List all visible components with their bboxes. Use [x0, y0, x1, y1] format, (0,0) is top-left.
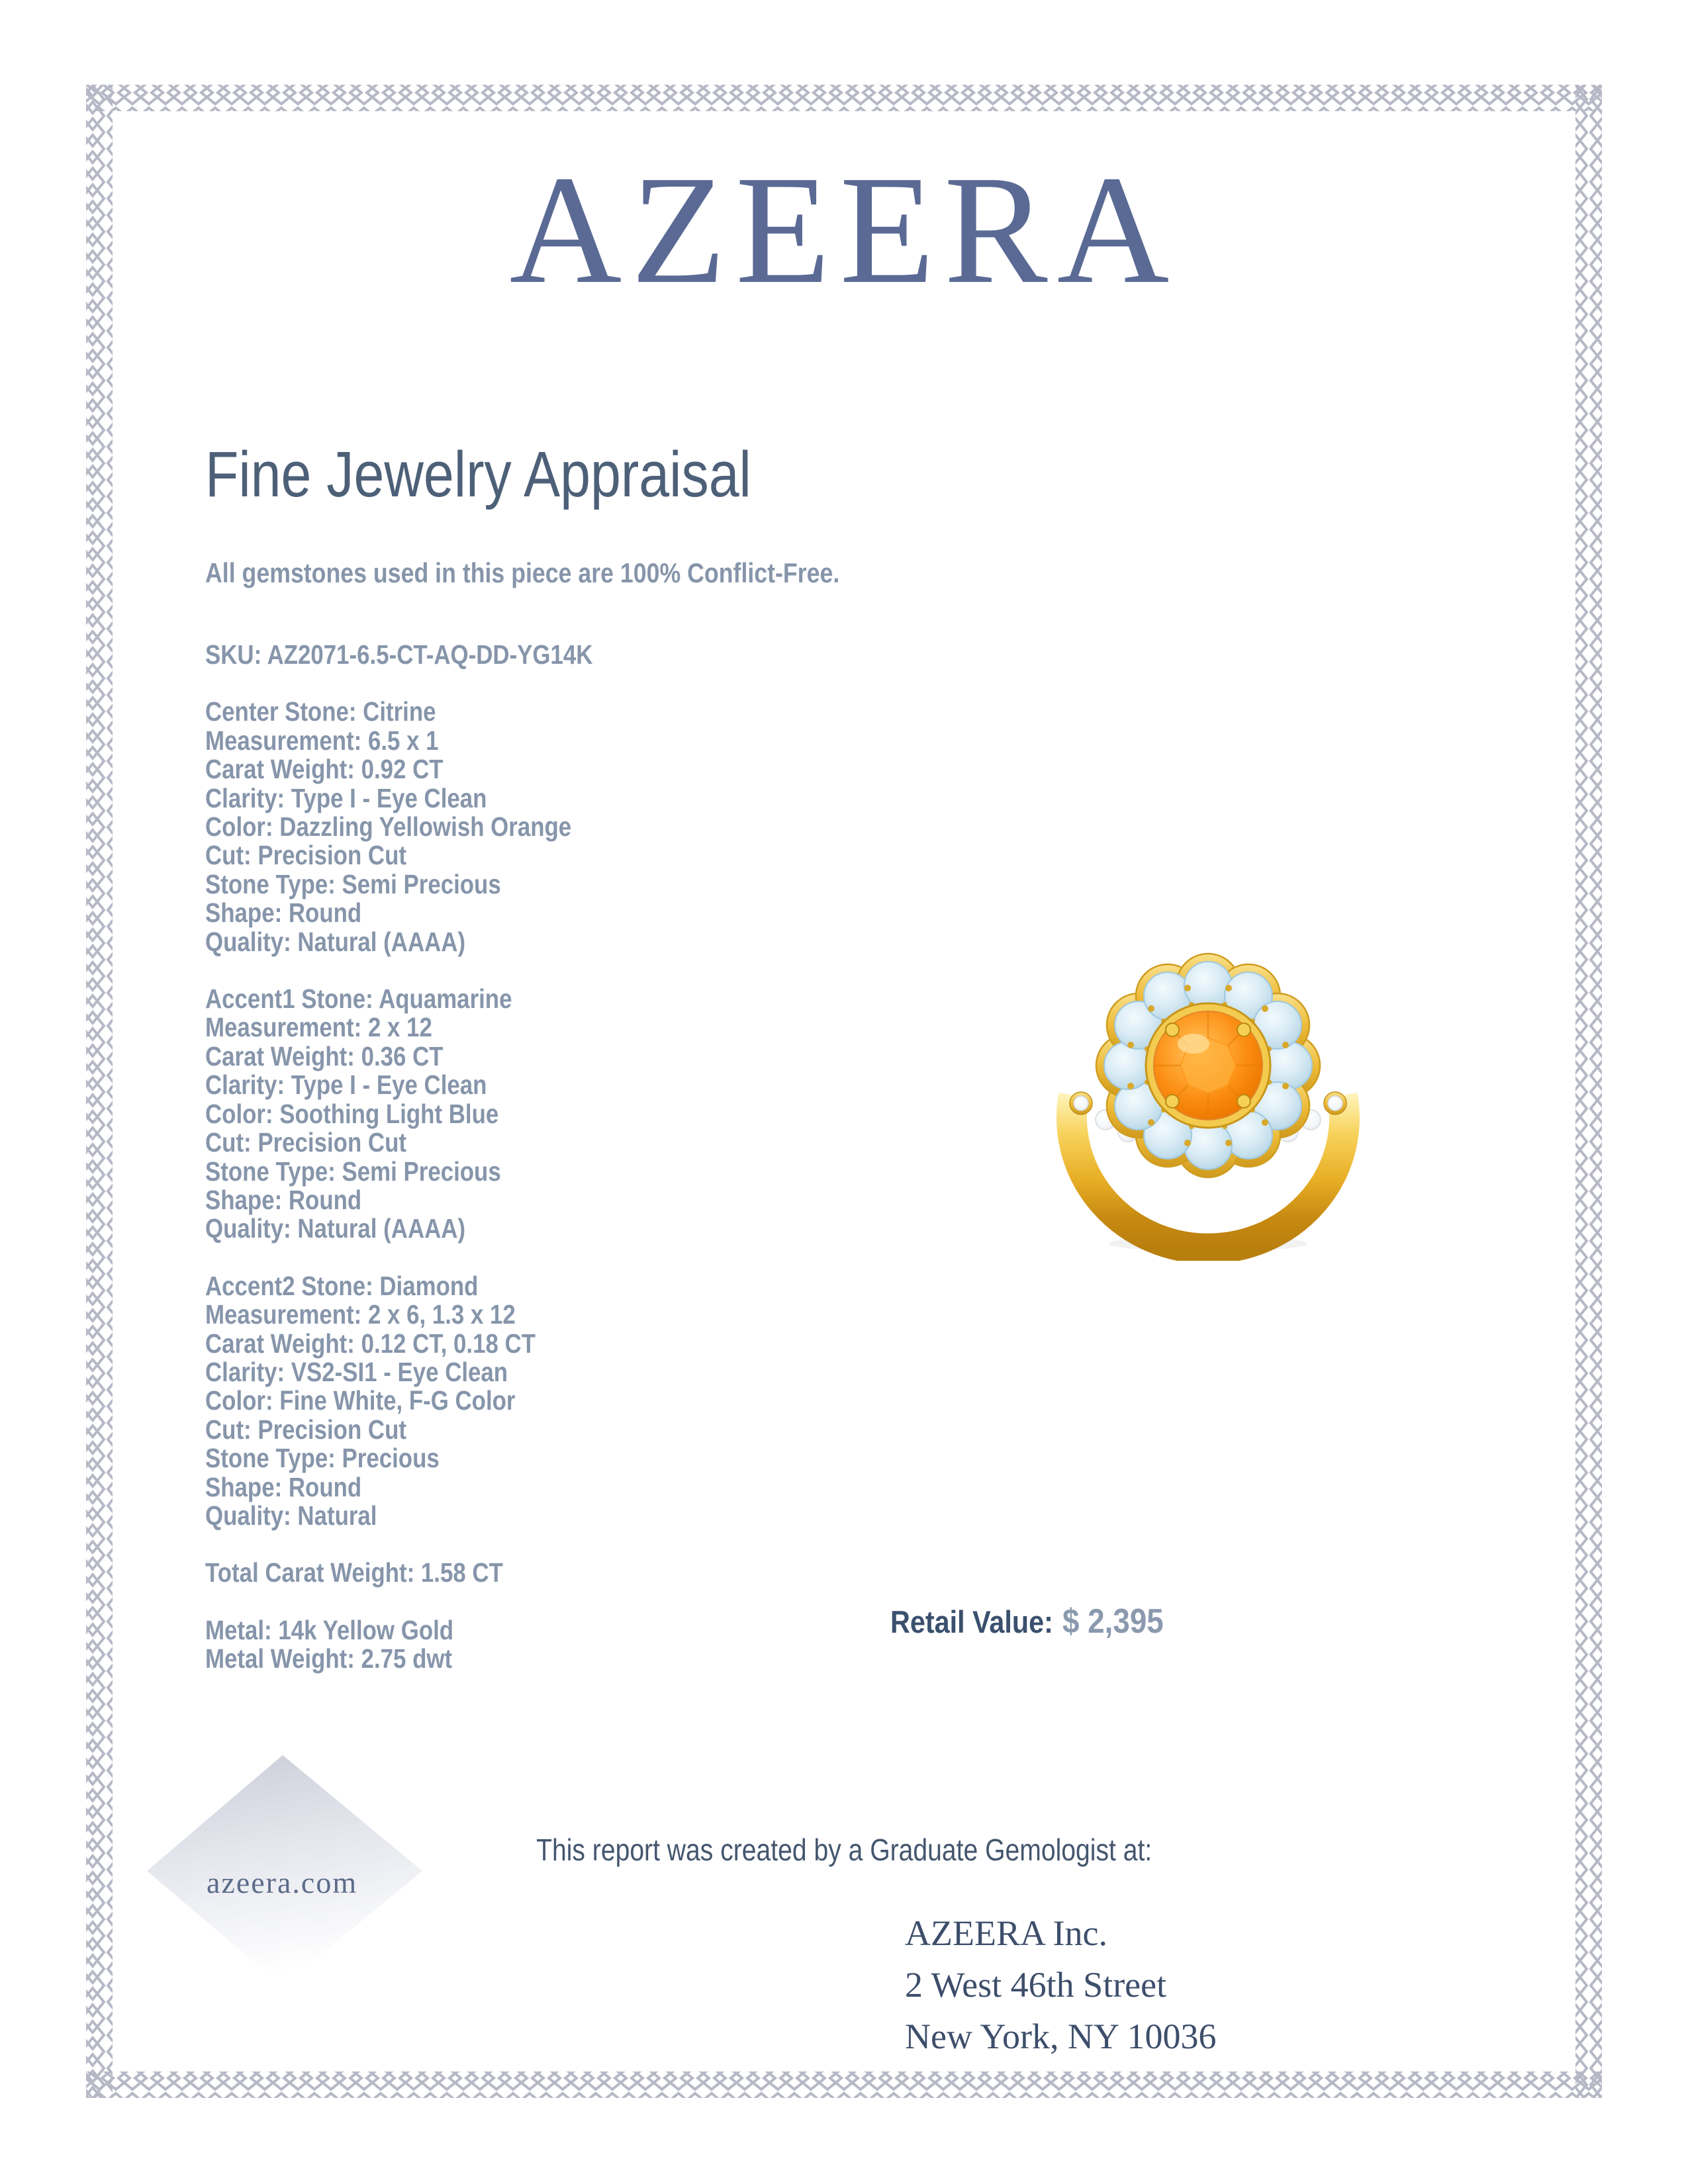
- address-city: New York, NY 10036: [905, 2017, 1217, 2056]
- stone-detail-line: Measurement: 6.5 x 1: [205, 725, 439, 756]
- page-title: Fine Jewelry Appraisal: [205, 438, 751, 510]
- stone-detail-line: Measurement: 2 x 12: [205, 1012, 432, 1043]
- citrine-center-stone: [1146, 1003, 1270, 1128]
- stone-detail-line: Color: Soothing Light Blue: [205, 1098, 499, 1129]
- address-street: 2 West 46th Street: [905, 1965, 1167, 2005]
- stone-detail-line: Color: Fine White, F-G Color: [205, 1385, 516, 1416]
- retail-value-amount: $ 2,395: [1062, 1602, 1164, 1641]
- sku-line: SKU: AZ2071-6.5-CT-AQ-DD-YG14K: [205, 639, 593, 670]
- stone-detail-line: Cut: Precision Cut: [205, 1127, 406, 1158]
- ring-photo: [1039, 930, 1377, 1261]
- stone-detail-line: Accent2 Stone: Diamond: [205, 1270, 479, 1301]
- stone-detail-line: Clarity: VS2-SI1 - Eye Clean: [205, 1356, 508, 1387]
- center-stone-group: [205, 698, 592, 956]
- company-address-block: [905, 1907, 1217, 2062]
- stone-detail-line: Cut: Precision Cut: [205, 840, 406, 871]
- stone-detail-line: Quality: Natural (AAAA): [205, 926, 466, 957]
- brand-logo: AZEERA: [509, 144, 1179, 316]
- metal-group: [205, 1616, 592, 1674]
- stone-detail-line: Stone Type: Semi Precious: [205, 1156, 501, 1187]
- report-note: This report was created by a Graduate Gemologist at:: [536, 1833, 1152, 1867]
- stone-detail-line: Shape: Round: [205, 1184, 362, 1215]
- website-text: azeera.com: [207, 1866, 358, 1899]
- retail-value-row: [890, 1602, 1164, 1641]
- stone-detail-line: Shape: Round: [205, 1471, 362, 1502]
- stone-detail-line: Carat Weight: 0.36 CT: [205, 1040, 444, 1071]
- stone-detail-line: Cut: Precision Cut: [205, 1414, 406, 1445]
- accent2-stone-group: [205, 1272, 592, 1531]
- company-name: AZEERA Inc.: [905, 1913, 1107, 1953]
- retail-value-label: Retail Value:: [890, 1604, 1053, 1639]
- stone-detail-line: Clarity: Type I - Eye Clean: [205, 782, 487, 813]
- stone-detail-line: Carat Weight: 0.12 CT, 0.18 CT: [205, 1328, 536, 1359]
- conflict-free-note: All gemstones used in this piece are 100% Conflict-Free.: [205, 557, 840, 588]
- stone-detail-line: Stone Type: Semi Precious: [205, 868, 501, 899]
- stone-detail-line: Stone Type: Precious: [205, 1443, 440, 1474]
- stone-detail-line: Color: Dazzling Yellowish Orange: [205, 811, 572, 842]
- stone-detail-line: Measurement: 2 x 6, 1.3 x 12: [205, 1299, 516, 1330]
- accent1-stone-group: [205, 985, 592, 1244]
- appraisal-details: [205, 641, 592, 1702]
- total-carat-group: [205, 1559, 592, 1587]
- stone-detail-line: Quality: Natural (AAAA): [205, 1213, 466, 1244]
- stone-detail-line: Accent1 Stone: Aquamarine: [205, 983, 512, 1015]
- total-carat-line: Total Carat Weight: 1.58 CT: [205, 1557, 503, 1588]
- metal-line: Metal: 14k Yellow Gold: [205, 1614, 454, 1645]
- metal-weight-line: Metal Weight: 2.75 dwt: [205, 1643, 453, 1674]
- stone-detail-line: Carat Weight: 0.92 CT: [205, 754, 444, 785]
- sku-group: [205, 641, 592, 669]
- stone-detail-line: Quality: Natural: [205, 1500, 377, 1531]
- report-note-row: [0, 1832, 1688, 1868]
- stone-detail-line: Shape: Round: [205, 897, 362, 929]
- stone-detail-line: Center Stone: Citrine: [205, 696, 436, 727]
- stone-detail-line: Clarity: Type I - Eye Clean: [205, 1069, 487, 1101]
